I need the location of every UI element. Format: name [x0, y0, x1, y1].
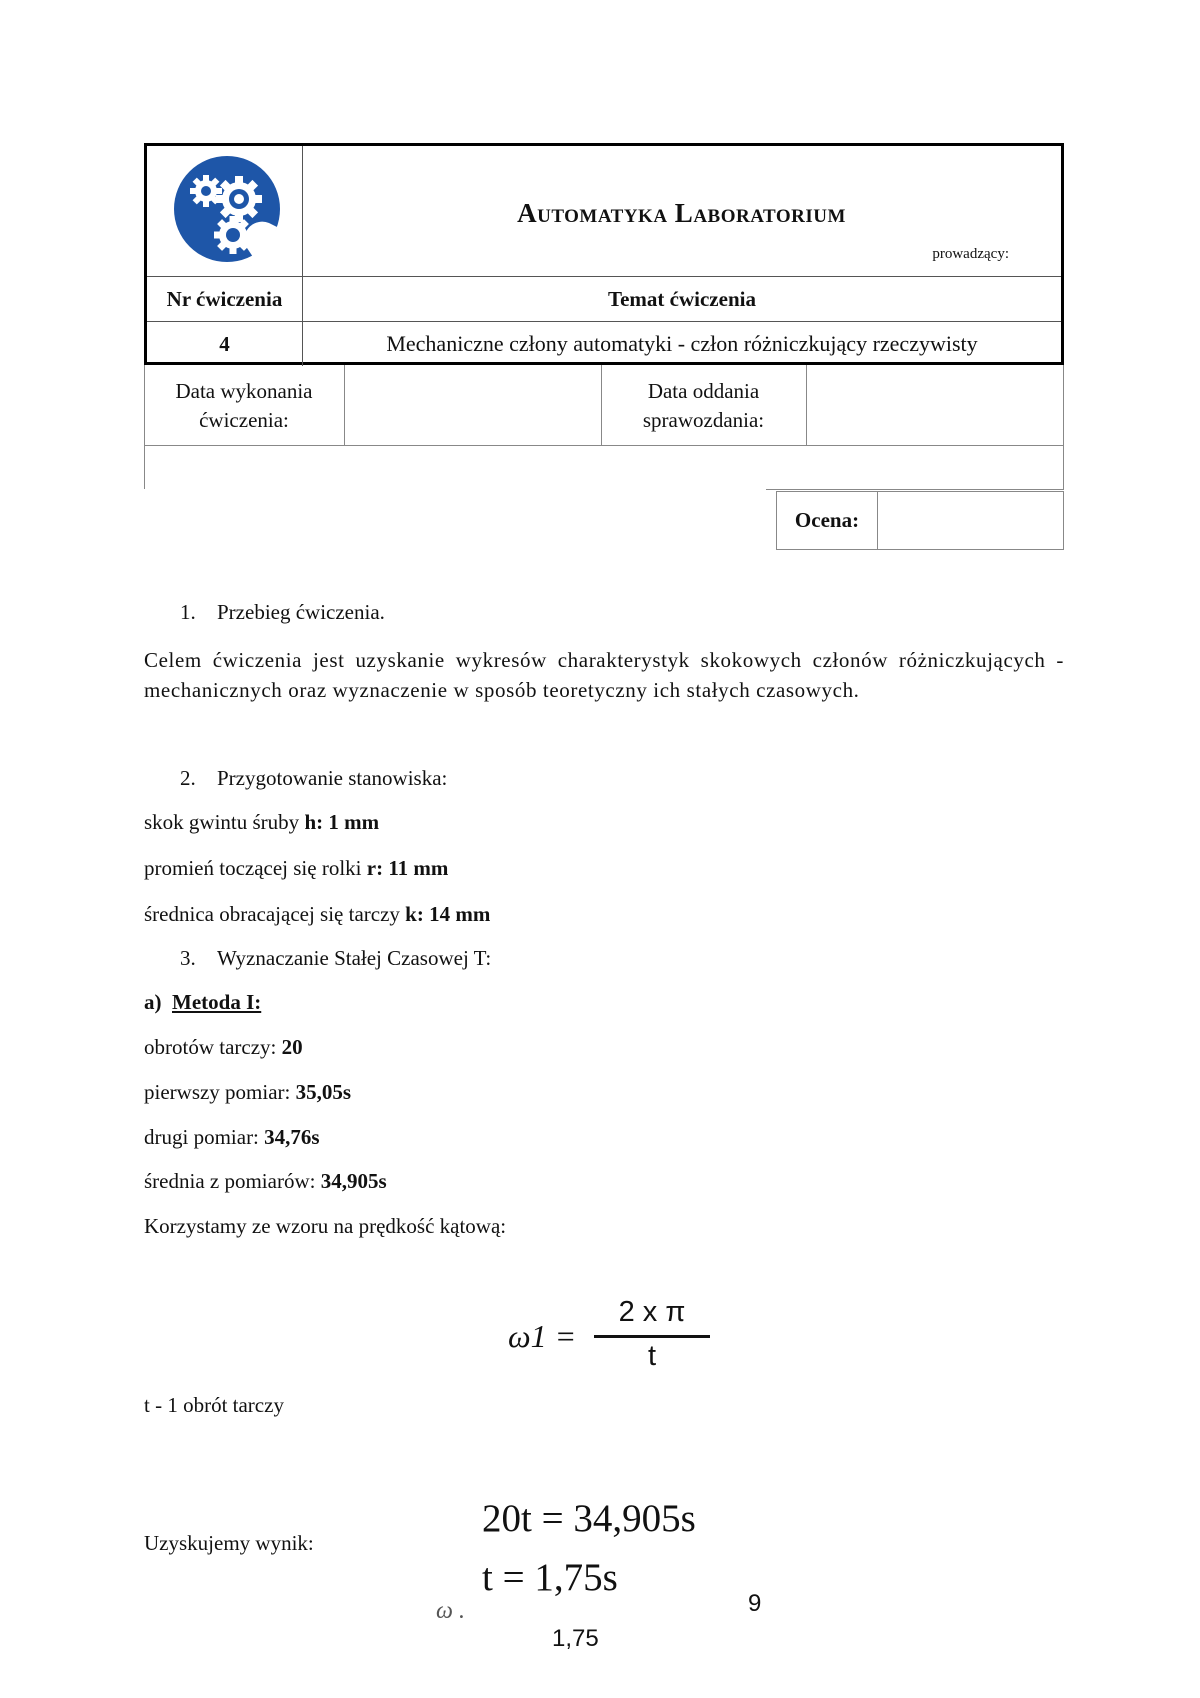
- divider: [806, 365, 807, 445]
- header-table: [144, 143, 1064, 365]
- section1-heading: Przebieg ćwiczenia.: [217, 600, 385, 624]
- section2-heading: Przygotowanie stanowiska:: [217, 766, 448, 790]
- exercise-number-header: Nr ćwiczenia: [147, 277, 303, 322]
- date-submitted-line2: sprawozdania:: [642, 408, 765, 432]
- section3-number: 3.: [180, 946, 196, 970]
- param-roller-radius: promień toczącej się rolki r: 11 mm: [144, 856, 449, 880]
- dates-table: [144, 365, 1064, 489]
- section2-number: 2.: [180, 766, 196, 790]
- date-performed-line1: Data wykonania: [175, 379, 313, 403]
- formula-numerator: 2 x π: [618, 1296, 686, 1328]
- logo-cell: [147, 146, 303, 276]
- instructor-label: prowadzący:: [932, 246, 1009, 262]
- section3-heading: Wyznaczanie Stałej Czasowej T:: [217, 946, 492, 970]
- grade-label: Ocena:: [794, 508, 860, 532]
- gears-logo-icon: [173, 155, 281, 263]
- fraction-bar: [594, 1335, 710, 1338]
- page-title: Automatyka Laboratorium: [517, 198, 846, 228]
- date-submitted-label: [601, 377, 806, 435]
- t-note: t - 1 obrót tarczy: [144, 1393, 284, 1417]
- measurement-rotations: obrotów tarczy: 20: [144, 1035, 303, 1059]
- formula-lhs: ω1 =: [508, 1318, 577, 1354]
- result-equation-1: 20t = 34,905s: [482, 1497, 696, 1540]
- measurement-average: średnia z pomiarów: 34,905s: [144, 1169, 387, 1193]
- formula-intro: Korzystamy ze wzoru na prędkość kątową:: [144, 1214, 507, 1238]
- header-labels-row: [147, 276, 1061, 322]
- measurement-second: drugi pomiar: 34,76s: [144, 1125, 320, 1149]
- partial-denominator: 1,75: [552, 1625, 599, 1652]
- partial-right: 9: [748, 1590, 762, 1617]
- title-cell: [302, 146, 1061, 276]
- section1-number: 1.: [180, 600, 196, 624]
- date-performed-line2: ćwiczenia:: [199, 408, 289, 432]
- result-equation-2: t = 1,75s: [482, 1556, 618, 1599]
- date-performed-label: [144, 377, 344, 435]
- method-label: a) Metoda I:: [144, 990, 262, 1014]
- result-label: Uzyskujemy wynik:: [144, 1531, 314, 1555]
- exercise-topic-header: Temat ćwiczenia: [608, 287, 756, 311]
- grade-box: [776, 491, 1064, 550]
- measurement-first: pierwszy pomiar: 35,05s: [144, 1080, 352, 1104]
- exercise-topic-value: Mechaniczne człony automatyki - człon różniczkujący rzeczywisty: [386, 331, 978, 356]
- formula-denominator: t: [647, 1340, 657, 1372]
- date-submitted-line1: Data oddania: [647, 379, 760, 403]
- divider: [144, 445, 1064, 446]
- param-thread-pitch: skok gwintu śruby h: 1 mm: [144, 810, 380, 834]
- divider: [766, 489, 1064, 490]
- divider: [1063, 365, 1064, 489]
- section1-text: Celem ćwiczenia jest uzyskanie wykresów charakterystyk skokowych członów różniczkujących - mechanicznych oraz wyznaczenie w sposób teoretyczny ich stałych czasowych.: [144, 648, 1064, 702]
- partial-lhs: ω .: [436, 1598, 465, 1624]
- exercise-number-value: 4: [147, 322, 303, 366]
- divider: [877, 492, 878, 549]
- header-values-row: [147, 321, 1061, 366]
- divider: [344, 365, 345, 445]
- param-disc-diameter: średnica obracającej się tarczy k: 14 mm: [144, 902, 491, 926]
